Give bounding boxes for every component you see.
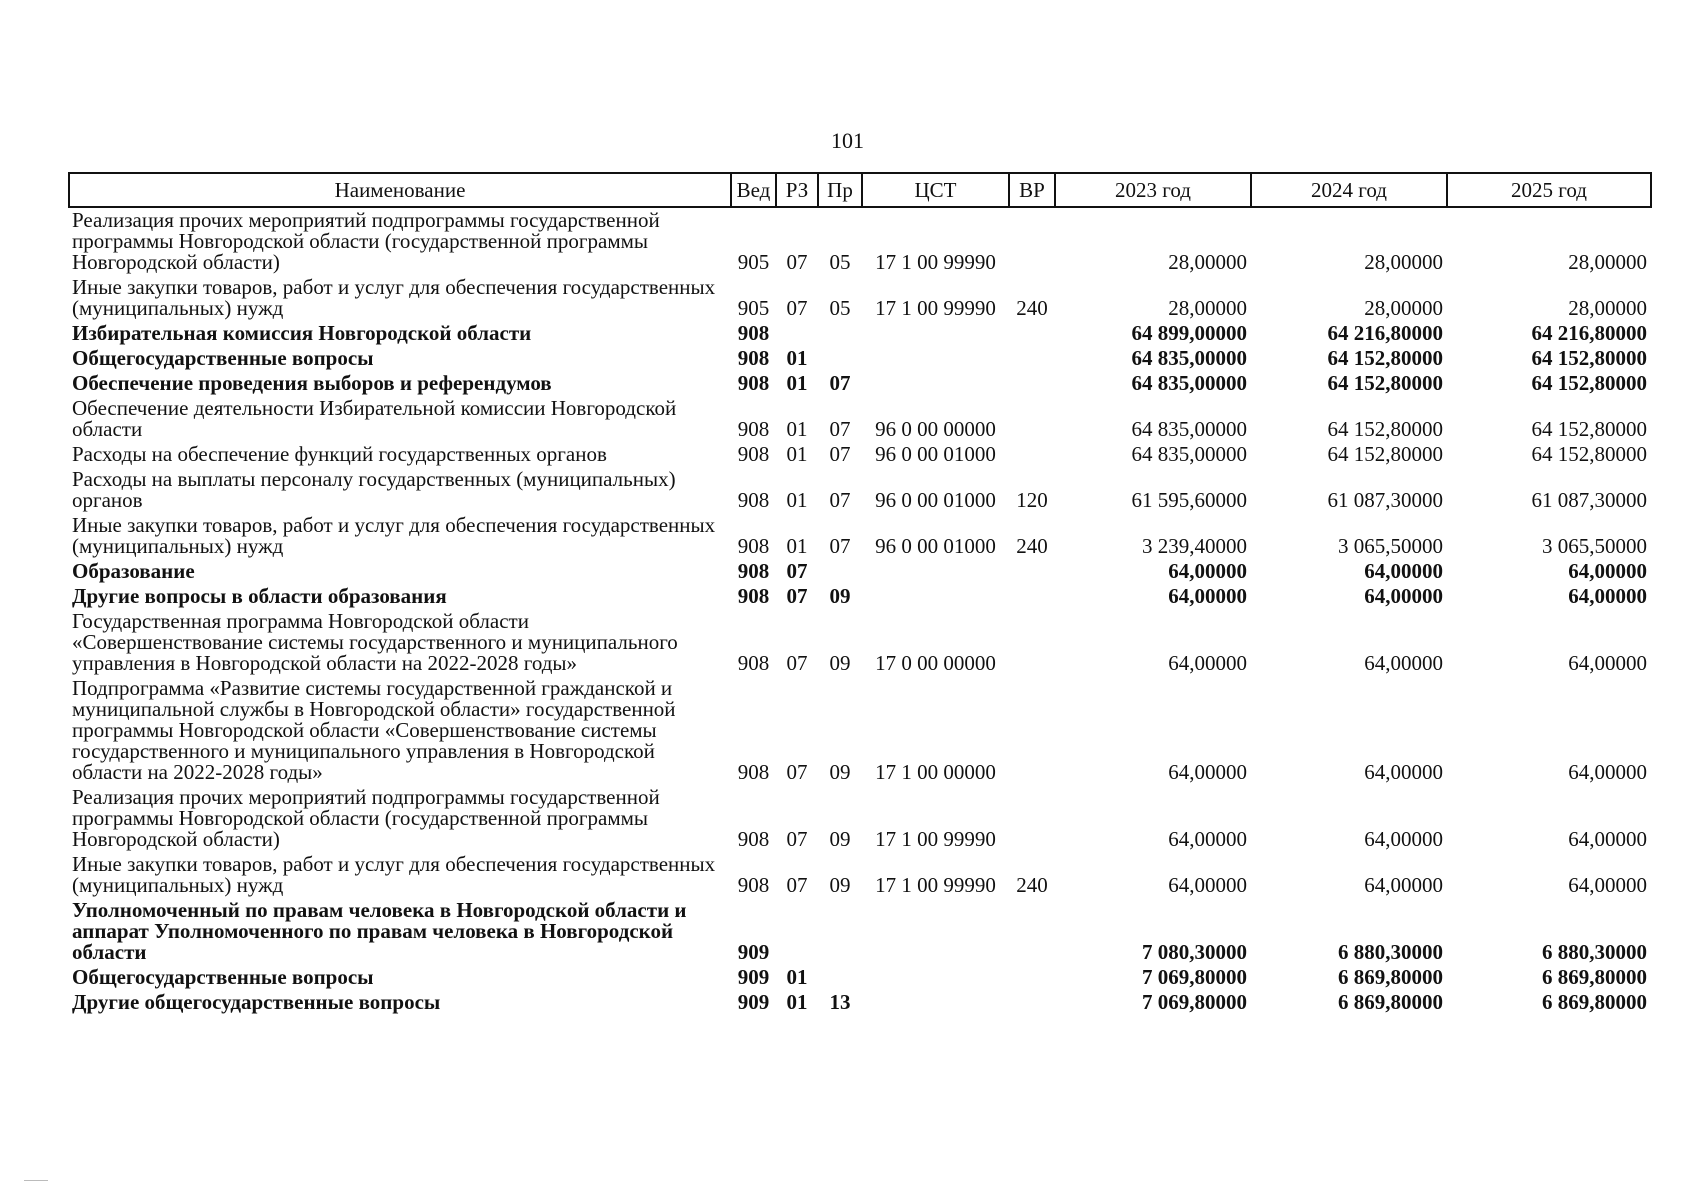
- row-rz: 01: [786, 417, 808, 441]
- row-2025-value: 64,00000: [1568, 873, 1647, 897]
- row-name: Образование: [72, 559, 195, 583]
- row-2023-value: 64,00000: [1168, 827, 1247, 851]
- row-cst: [862, 321, 1009, 346]
- row-ved: 908: [737, 417, 770, 441]
- row-2025-value: 64,00000: [1568, 760, 1647, 784]
- row-2023-value: 64 835,00000: [1131, 371, 1247, 395]
- row-name: Обеспечение проведения выборов и референдумов: [72, 371, 552, 395]
- row-2025-value: 64 216,80000: [1531, 321, 1647, 345]
- row-rz: 01: [786, 371, 808, 395]
- table-header-row: [69, 173, 1651, 207]
- row-rz: 01: [786, 346, 808, 370]
- table-row: [69, 676, 1651, 785]
- row-name: Общегосударственные вопросы: [72, 965, 374, 989]
- row-2024-value: 64 152,80000: [1327, 371, 1443, 395]
- row-pr: 07: [829, 488, 851, 512]
- row-pr: 07: [829, 417, 851, 441]
- table-row: [69, 785, 1651, 852]
- header-cst: ЦСТ: [862, 173, 1009, 207]
- row-cst: [862, 898, 1009, 965]
- row-ved: 908: [737, 760, 770, 784]
- row-ved: 908: [737, 371, 770, 395]
- row-2025-value: 6 880,30000: [1542, 940, 1647, 964]
- row-ved: 908: [737, 559, 770, 583]
- row-cst: [862, 371, 1009, 396]
- header-name: Наименование: [69, 173, 731, 207]
- row-2024-value: 64,00000: [1364, 873, 1443, 897]
- row-ved: 908: [737, 346, 770, 370]
- row-rz: [776, 321, 818, 346]
- row-name: Иные закупки товаров, работ и услуг для обеспечения государственных (муниципальных) нужд: [72, 852, 716, 897]
- row-rz: 01: [786, 990, 808, 1014]
- row-ved: 908: [737, 321, 770, 345]
- table-row: [69, 207, 1651, 275]
- row-vr: [1009, 442, 1055, 467]
- row-rz: 01: [786, 488, 808, 512]
- row-pr: 09: [829, 651, 851, 675]
- table-row: [69, 371, 1651, 396]
- row-name: Иные закупки товаров, работ и услуг для обеспечения государственных (муниципальных) нужд: [72, 513, 716, 558]
- table-row: [69, 898, 1651, 965]
- row-2024-value: 64 216,80000: [1327, 321, 1443, 345]
- row-vr: [1009, 207, 1055, 275]
- row-cst: 17 1 00 99990: [875, 827, 996, 851]
- table-row: [69, 442, 1651, 467]
- row-pr: 05: [829, 250, 851, 274]
- row-ved: 908: [737, 534, 770, 558]
- row-cst: 96 0 00 01000: [875, 488, 996, 512]
- row-2025-value: 64,00000: [1568, 584, 1647, 608]
- row-vr: 240: [1016, 873, 1048, 897]
- row-rz: [776, 898, 818, 965]
- row-name: Реализация прочих мероприятий подпрограммы государственной программы Новгородской области (государственной программы Новгородской области): [72, 208, 660, 274]
- row-ved: 909: [737, 940, 770, 964]
- row-cst: 96 0 00 01000: [875, 534, 996, 558]
- header-2025: 2025 год: [1447, 173, 1651, 207]
- row-2023-value: 64,00000: [1168, 584, 1247, 608]
- row-2024-value: 64,00000: [1364, 651, 1443, 675]
- row-2025-value: 6 869,80000: [1542, 965, 1647, 989]
- row-name: Общегосударственные вопросы: [72, 346, 374, 370]
- row-ved: 908: [737, 873, 770, 897]
- row-2025-value: 3 065,50000: [1542, 534, 1647, 558]
- row-2025-value: 64 152,80000: [1531, 442, 1647, 466]
- row-2024-value: 64,00000: [1364, 760, 1443, 784]
- row-rz: 01: [786, 965, 808, 989]
- row-rz: 07: [786, 873, 808, 897]
- header-ved: Вед: [731, 173, 776, 207]
- row-2024-value: 64,00000: [1364, 827, 1443, 851]
- table-row: [69, 852, 1651, 898]
- row-2023-value: 64,00000: [1168, 559, 1247, 583]
- row-ved: 905: [737, 250, 770, 274]
- row-2024-value: 61 087,30000: [1327, 488, 1443, 512]
- row-2025-value: 61 087,30000: [1531, 488, 1647, 512]
- table-row: [69, 584, 1651, 609]
- row-pr: [818, 346, 862, 371]
- row-ved: 908: [737, 584, 770, 608]
- row-2025-value: 6 869,80000: [1542, 990, 1647, 1014]
- row-ved: 908: [737, 442, 770, 466]
- row-name: Подпрограмма «Развитие системы государственной гражданской и муниципальной службы в Новгородской области» государственной программы Новгородской области «Совершенствование системы государственного и муниципального управления в Новгородской области на 2022-2028 годы»: [72, 676, 676, 784]
- row-vr: 240: [1016, 534, 1048, 558]
- row-name: Другие вопросы в области образования: [72, 584, 447, 608]
- row-vr: [1009, 371, 1055, 396]
- table-row: [69, 321, 1651, 346]
- row-2024-value: 6 869,80000: [1338, 965, 1443, 989]
- row-rz: 07: [786, 827, 808, 851]
- row-2025-value: 28,00000: [1568, 296, 1647, 320]
- row-cst: [862, 990, 1009, 1015]
- row-cst: 17 1 00 99990: [875, 250, 996, 274]
- table-row: [69, 965, 1651, 990]
- header-2023: 2023 год: [1055, 173, 1251, 207]
- row-rz: 07: [786, 559, 808, 583]
- row-cst: [862, 965, 1009, 990]
- row-rz: 07: [786, 760, 808, 784]
- row-name: Государственная программа Новгородской области «Совершенствование системы государственного и муниципального управления в Новгородской области на 2022-2028 годы»: [72, 609, 678, 675]
- header-pr: Пр: [818, 173, 862, 207]
- row-2025-value: 64 152,80000: [1531, 346, 1647, 370]
- row-2023-value: 3 239,40000: [1142, 534, 1247, 558]
- row-rz: 07: [786, 584, 808, 608]
- row-cst: 17 1 00 99990: [875, 873, 996, 897]
- row-ved: 909: [737, 990, 770, 1014]
- row-cst: 96 0 00 01000: [875, 442, 996, 466]
- row-vr: 240: [1016, 296, 1048, 320]
- row-vr: [1009, 584, 1055, 609]
- row-cst: 17 1 00 99990: [875, 296, 996, 320]
- row-ved: 908: [737, 827, 770, 851]
- row-vr: [1009, 676, 1055, 785]
- header-vr: ВР: [1009, 173, 1055, 207]
- row-vr: [1009, 609, 1055, 676]
- table-row: [69, 346, 1651, 371]
- row-vr: [1009, 898, 1055, 965]
- table-row: [69, 990, 1651, 1015]
- row-pr: 09: [829, 827, 851, 851]
- row-name: Уполномоченный по правам человека в Новгородской области и аппарат Уполномоченного по правам человека в Новгородской области: [72, 898, 687, 964]
- row-2024-value: 3 065,50000: [1338, 534, 1443, 558]
- row-pr: 07: [829, 442, 851, 466]
- row-pr: [818, 898, 862, 965]
- row-2023-value: 64,00000: [1168, 873, 1247, 897]
- table-row: [69, 559, 1651, 584]
- row-pr: 05: [829, 296, 851, 320]
- row-vr: [1009, 346, 1055, 371]
- row-vr: [1009, 396, 1055, 442]
- row-cst: [862, 346, 1009, 371]
- scan-mark: [24, 1180, 48, 1181]
- row-2024-value: 64 152,80000: [1327, 442, 1443, 466]
- row-2025-value: 64,00000: [1568, 827, 1647, 851]
- row-2023-value: 7 080,30000: [1142, 940, 1247, 964]
- row-pr: 09: [829, 873, 851, 897]
- row-2023-value: 64 835,00000: [1131, 346, 1247, 370]
- row-rz: 07: [786, 250, 808, 274]
- row-pr: 07: [829, 534, 851, 558]
- row-2025-value: 64 152,80000: [1531, 417, 1647, 441]
- row-2023-value: 64,00000: [1168, 760, 1247, 784]
- row-2024-value: 64 152,80000: [1327, 346, 1443, 370]
- row-name: Расходы на выплаты персоналу государственных (муниципальных) органов: [72, 467, 676, 512]
- row-2023-value: 28,00000: [1168, 296, 1247, 320]
- budget-table: [68, 172, 1652, 1015]
- row-vr: [1009, 965, 1055, 990]
- row-2023-value: 61 595,60000: [1131, 488, 1247, 512]
- row-vr: [1009, 785, 1055, 852]
- row-ved: 908: [737, 488, 770, 512]
- page-number: 101: [831, 128, 864, 153]
- table-row: [69, 609, 1651, 676]
- row-cst: [862, 559, 1009, 584]
- header-rz: РЗ: [776, 173, 818, 207]
- row-2024-value: 28,00000: [1364, 296, 1443, 320]
- row-2024-value: 64,00000: [1364, 584, 1443, 608]
- row-cst: [862, 584, 1009, 609]
- row-name: Обеспечение деятельности Избирательной комиссии Новгородской области: [72, 396, 677, 441]
- row-cst: 96 0 00 00000: [875, 417, 996, 441]
- row-2025-value: 28,00000: [1568, 250, 1647, 274]
- row-2023-value: 7 069,80000: [1142, 990, 1247, 1014]
- row-cst: 17 0 00 00000: [875, 651, 996, 675]
- row-pr: 13: [829, 990, 851, 1014]
- row-rz: 07: [786, 296, 808, 320]
- row-2023-value: 64 835,00000: [1131, 417, 1247, 441]
- table-body: [69, 207, 1651, 1015]
- row-pr: 09: [829, 760, 851, 784]
- row-2024-value: 6 869,80000: [1338, 990, 1443, 1014]
- row-2023-value: 64 899,00000: [1131, 321, 1247, 345]
- row-2025-value: 64,00000: [1568, 559, 1647, 583]
- row-name: Реализация прочих мероприятий подпрограммы государственной программы Новгородской области (государственной программы Новгородской области): [72, 785, 660, 851]
- row-cst: 17 1 00 00000: [875, 760, 996, 784]
- row-rz: 01: [786, 534, 808, 558]
- row-vr: 120: [1016, 488, 1048, 512]
- table-row: [69, 513, 1651, 559]
- row-name: Избирательная комиссия Новгородской области: [72, 321, 532, 345]
- row-2024-value: 64,00000: [1364, 559, 1443, 583]
- row-pr: [818, 321, 862, 346]
- row-ved: 909: [737, 965, 770, 989]
- row-ved: 905: [737, 296, 770, 320]
- row-2024-value: 6 880,30000: [1338, 940, 1443, 964]
- row-2023-value: 64,00000: [1168, 651, 1247, 675]
- row-rz: 01: [786, 442, 808, 466]
- table-row: [69, 275, 1651, 321]
- row-name: Иные закупки товаров, работ и услуг для обеспечения государственных (муниципальных) нужд: [72, 275, 716, 320]
- row-2023-value: 64 835,00000: [1131, 442, 1247, 466]
- row-rz: 07: [786, 651, 808, 675]
- row-vr: [1009, 559, 1055, 584]
- row-2023-value: 28,00000: [1168, 250, 1247, 274]
- row-2023-value: 7 069,80000: [1142, 965, 1247, 989]
- header-2024: 2024 год: [1251, 173, 1447, 207]
- row-pr: 09: [829, 584, 851, 608]
- row-pr: [818, 559, 862, 584]
- row-pr: [818, 965, 862, 990]
- row-2025-value: 64,00000: [1568, 651, 1647, 675]
- row-2024-value: 64 152,80000: [1327, 417, 1443, 441]
- row-ved: 908: [737, 651, 770, 675]
- row-pr: 07: [829, 371, 851, 395]
- row-name: Другие общегосударственные вопросы: [72, 990, 441, 1014]
- row-2025-value: 64 152,80000: [1531, 371, 1647, 395]
- table-row: [69, 396, 1651, 442]
- table-row: [69, 467, 1651, 513]
- row-vr: [1009, 990, 1055, 1015]
- row-2024-value: 28,00000: [1364, 250, 1443, 274]
- row-vr: [1009, 321, 1055, 346]
- row-name: Расходы на обеспечение функций государственных органов: [72, 442, 607, 466]
